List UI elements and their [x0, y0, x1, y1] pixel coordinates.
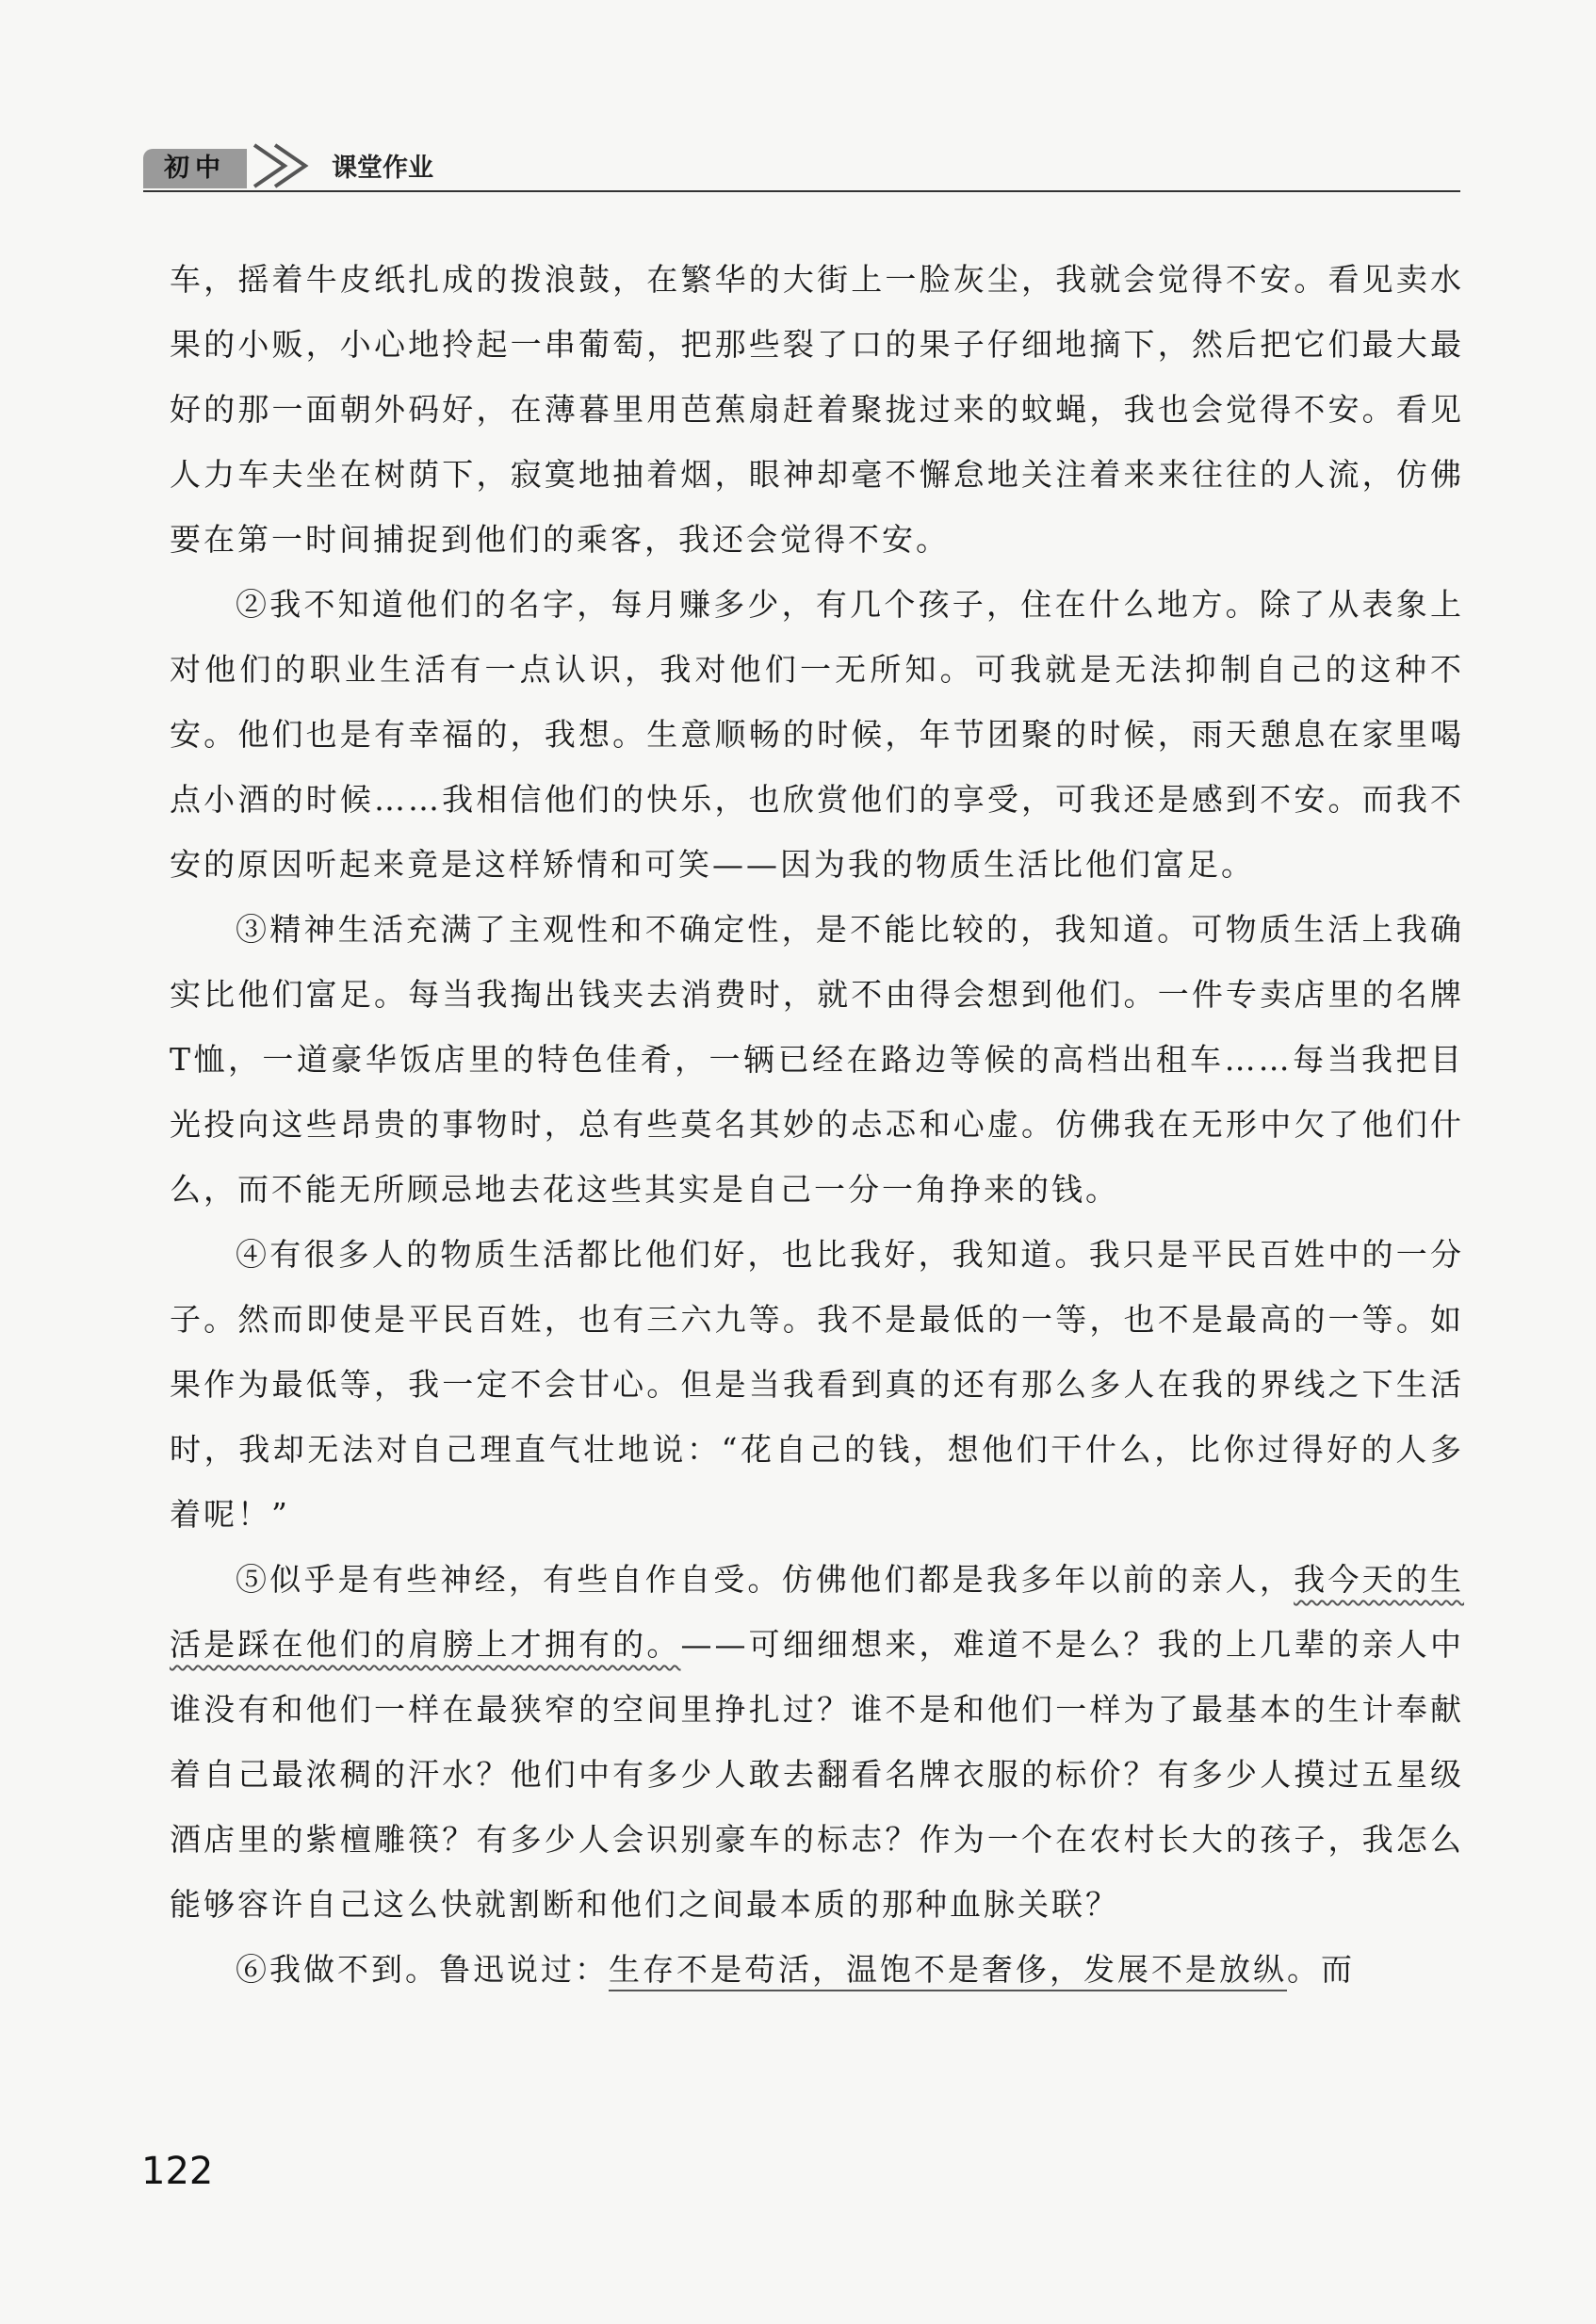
- paragraph-6-rest: 。而: [1287, 1951, 1355, 1988]
- header-rule: [143, 190, 1460, 192]
- paragraph-6: [170, 1937, 1464, 2002]
- paragraph-1: 车，摇着牛皮纸扎成的拨浪鼓，在繁华的大街上一脸灰尘，我就会觉得不安。看见卖水果的小贩，小心地拎起一串葡萄，把那些裂了口的果子仔细地摘下，然后把它们最大最好的那一面朝外码好，在薄暮里用芭蕉扇赶着聚拢过来的蚊蝇，我也会觉得不安。看见人力车夫坐在树荫下，寂寞地抽着烟，眼神却毫不懈怠地关注着来来往往的人流，仿佛要在第一时间捕捉到他们的乘客，我还会觉得不安。: [170, 261, 1464, 558]
- article-body: [170, 247, 1464, 2002]
- level-tab: 初中: [143, 149, 247, 188]
- paragraph-5-start: ⑤似乎是有些神经，有些自作自受。仿佛他们都是我多年以前的亲人，: [236, 1561, 1295, 1598]
- paragraph-3: ③精神生活充满了主观性和不确定性，是不能比较的，我知道。可物质生活上我确实比他们富足。每当我掏出钱夹去消费时，就不由得会想到他们。一件专卖店里的名牌T恤，一道豪华饭店里的特色佳肴，一辆已经在路边等候的高档出租车……每当我把目光投向这些昂贵的事物时，总有些莫名其妙的忐忑和心虚。仿佛我在无形中欠了他们什么，而不能无所顾忌地去花这些其实是自己一分一角挣来的钱。: [170, 911, 1464, 1208]
- wavy-underlined-sentence: 我今天的生活是踩在他们的肩膀上才拥有的。: [170, 1561, 1465, 1663]
- page-header: [143, 139, 1460, 192]
- paragraph-2: ②我不知道他们的名字，每月赚多少，有几个孩子，住在什么地方。除了从表象上对他们的职业生活有一点认识，我对他们一无所知。可我就是无法抑制自己的这种不安。他们也是有幸福的，我想。生意顺畅的时候，年节团聚的时候，雨天憩息在家里喝点小酒的时候……我相信他们的快乐，也欣赏他们的享受，可我还是感到不安。而我不安的原因听起来竟是这样矫情和可笑——因为我的物质生活比他们富足。: [170, 586, 1464, 883]
- underlined-quote: 生存不是苟活，温饱不是奢侈，发展不是放纵: [609, 1951, 1287, 1988]
- header-title: 课堂作业: [332, 154, 433, 183]
- paragraph-5: [170, 1547, 1464, 1937]
- page-number: 122: [141, 2150, 214, 2193]
- paragraph-4: ④有很多人的物质生活都比他们好，也比我好，我知道。我只是平民百姓中的一分子。然而即使是平民百姓，也有三六九等。我不是最低的一等，也不是最高的一等。如果作为最低等，我一定不会甘心。但是当我看到真的还有那么多人在我的界线之下生活时，我却无法对自己理直气壮地说：“花自己的钱，想他们干什么，比你过得好的人多着呢！”: [170, 1236, 1464, 1533]
- paragraph-5-rest: ——可细细想来，难道不是么？我的上几辈的亲人中谁没有和他们一样在最狭窄的空间里挣扎过？谁不是和他们一样为了最基本的生计奉献着自己最浓稠的汗水？他们中有多少人敢去翻看名牌衣服的标价？有多少人摸过五星级酒店里的紫檀雕筷？有多少人会识别豪车的标志？作为一个在农村长大的孩子，我怎么能够容许自己这么快就割断和他们之间最本质的那种血脉关联？: [170, 1626, 1465, 1923]
- paragraph-6-start: ⑥我做不到。鲁迅说过：: [236, 1951, 609, 1988]
- double-chevron-icon: [247, 139, 332, 192]
